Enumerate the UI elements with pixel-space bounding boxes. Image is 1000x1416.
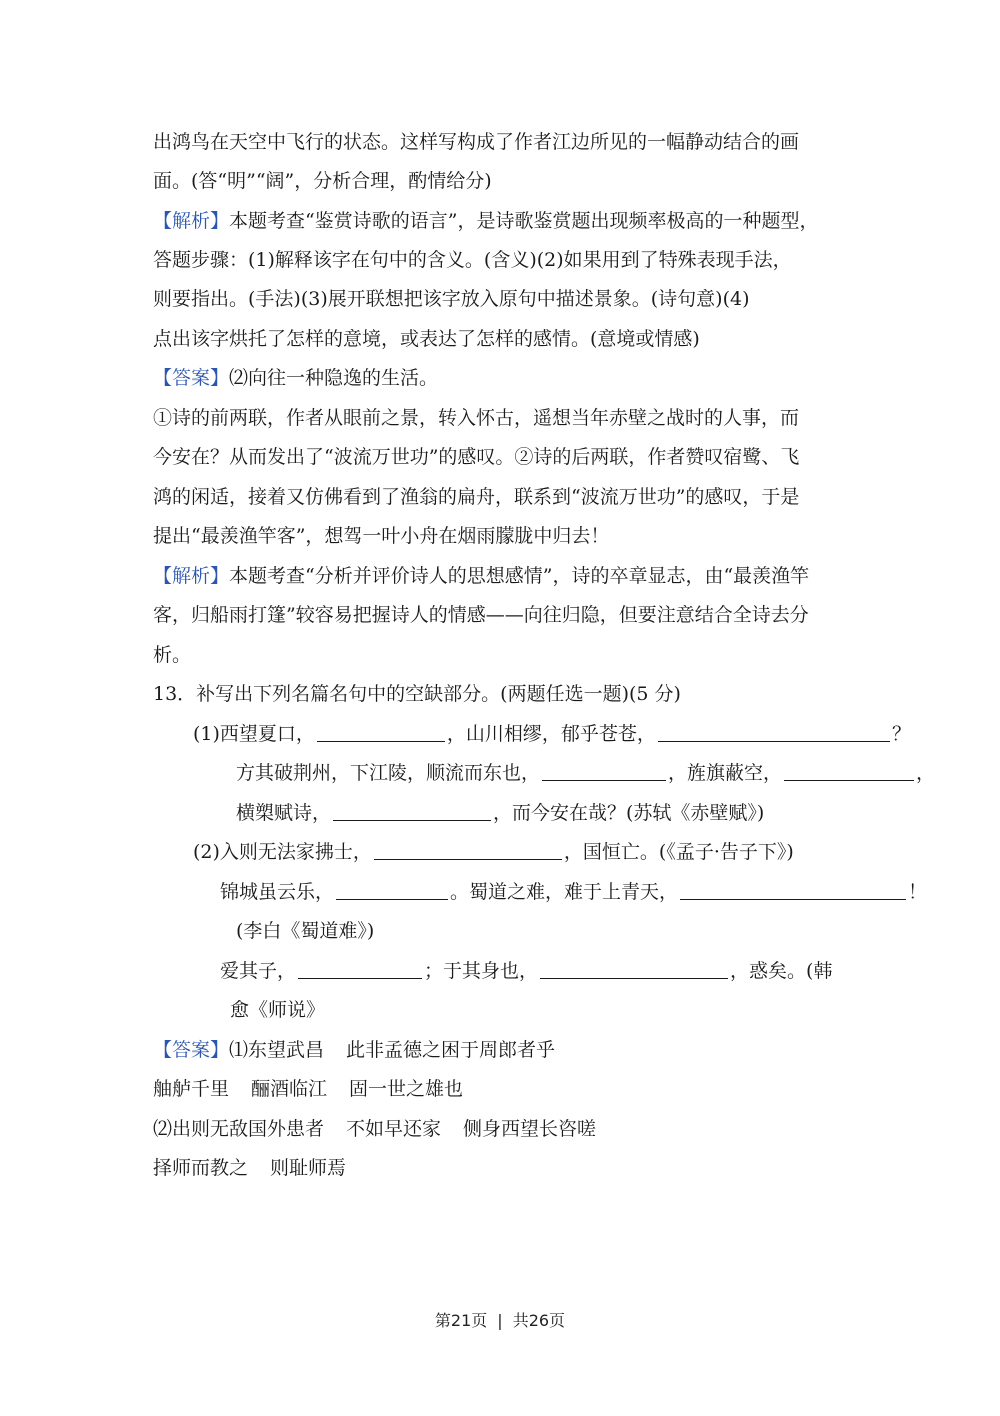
line-text: ，旌旗蔽空， bbox=[668, 762, 783, 784]
fill-blank[interactable] bbox=[680, 879, 906, 900]
text-line bbox=[153, 167, 960, 195]
line-text: 愈《师说》 bbox=[230, 999, 326, 1021]
fill-blank[interactable] bbox=[336, 879, 448, 900]
question-line bbox=[230, 996, 960, 1024]
line-text: 。蜀道之难，难于上青天， bbox=[450, 881, 679, 903]
line-text: 析。 bbox=[153, 644, 192, 666]
text-line bbox=[153, 522, 960, 550]
answer-line bbox=[153, 1075, 960, 1103]
line-text: 客，归船雨打篷”较容易把握诗人的情感——向往归隐，但要注意结合全诗去分 bbox=[153, 604, 809, 626]
answer-text: 固一世之雄也 bbox=[349, 1078, 464, 1100]
footer-separator: | bbox=[497, 1311, 503, 1330]
question-line bbox=[193, 838, 960, 866]
line-text: 本题考查“分析并评价诗人的思想感情”，诗的卒章显志，由“最羡渔竿 bbox=[229, 565, 810, 587]
line-text: 点出该字烘托了怎样的意境，或表达了怎样的感情。(意境或情感) bbox=[153, 328, 700, 350]
line-text: ，山川相缪，郁乎苍苍， bbox=[446, 723, 656, 745]
line-text: 面。(答“明”“阔”，分析合理，酌情给分) bbox=[153, 170, 492, 192]
line-text: (李白《蜀道难》) bbox=[236, 920, 375, 942]
page-footer bbox=[0, 1310, 1000, 1332]
line-text: 爱其子， bbox=[220, 960, 297, 982]
question-line bbox=[220, 878, 960, 906]
answer-text: 择师而教之 bbox=[153, 1157, 249, 1179]
text-line bbox=[153, 641, 960, 669]
line-text: ⑵向往一种隐逸的生活。 bbox=[229, 367, 439, 389]
line-text: 则要指出。(手法)(3)展开联想把该字放入原句中描述景象。(诗句意)(4) bbox=[153, 288, 750, 310]
fill-blank[interactable] bbox=[542, 760, 666, 781]
fill-blank[interactable] bbox=[540, 958, 728, 979]
line-text: ，而今安在哉？(苏轼《赤壁赋》) bbox=[493, 802, 765, 824]
answer-line bbox=[153, 1154, 960, 1182]
answer-text: 舳舻千里 bbox=[153, 1078, 230, 1100]
text-line bbox=[153, 285, 960, 313]
line-text: ①诗的前两联，作者从眼前之景，转入怀古，遥想当年赤壁之战时的人事，而 bbox=[153, 407, 800, 429]
line-text: 锦城虽云乐， bbox=[220, 881, 335, 903]
text-line bbox=[153, 325, 960, 353]
analysis-tag: 【解析】 bbox=[153, 210, 230, 232]
line-text: 今安在？从而发出了“波流万世功”的感叹。②诗的后两联，作者赞叹宿鹭、飞 bbox=[153, 446, 800, 468]
answer-text: 酾酒临江 bbox=[251, 1078, 328, 1100]
fill-blank[interactable] bbox=[298, 958, 422, 979]
fill-blank[interactable] bbox=[333, 800, 491, 821]
answer-line bbox=[153, 364, 960, 392]
analysis-line bbox=[153, 207, 960, 235]
page-total: 共26页 bbox=[512, 1311, 566, 1330]
text-line bbox=[153, 246, 960, 274]
line-text: 答题步骤：(1)解释该字在句中的含义。(含义)(2)如果用到了特殊表现手法， bbox=[153, 249, 792, 271]
line-text: 鸿的闲适，接着又仿佛看到了渔翁的扁舟，联系到“波流万世功”的感叹，于是 bbox=[153, 486, 800, 508]
answer-tag: 【答案】 bbox=[153, 367, 230, 389]
analysis-tag: 【解析】 bbox=[153, 565, 230, 587]
fill-blank[interactable] bbox=[374, 839, 562, 860]
line-text: 13．补写出下列名篇名句中的空缺部分。(两题任选一题)(5 分) bbox=[153, 683, 681, 705]
line-text: 出鸿鸟在天空中飞行的状态。这样写构成了作者江边所见的一幅静动结合的画 bbox=[153, 131, 800, 153]
line-text: ，国恒亡。(《孟子·告子下》) bbox=[563, 841, 794, 863]
text-line bbox=[153, 483, 960, 511]
answer-text: ⑵出则无敌国外患者 bbox=[153, 1118, 325, 1140]
answer-line bbox=[153, 1036, 960, 1064]
line-text: ，惑矣。(韩 bbox=[730, 960, 833, 982]
text-line bbox=[153, 404, 960, 432]
question-line bbox=[220, 957, 960, 985]
question-heading bbox=[153, 680, 960, 708]
text-line bbox=[153, 128, 960, 156]
answer-line bbox=[153, 1115, 960, 1143]
analysis-line bbox=[153, 562, 960, 590]
page-number: 第21页 bbox=[434, 1311, 488, 1330]
answer-text: 则耻师焉 bbox=[270, 1157, 347, 1179]
question-line bbox=[236, 799, 960, 827]
question-line bbox=[236, 759, 960, 787]
line-text: (1)西望夏口， bbox=[193, 723, 315, 745]
answer-text: ⑴东望武昌 bbox=[229, 1039, 325, 1061]
line-text: (2)入则无法家拂士， bbox=[193, 841, 372, 863]
text-line bbox=[153, 443, 960, 471]
question-line bbox=[193, 720, 960, 748]
line-text: ， bbox=[916, 762, 936, 784]
fill-blank[interactable] bbox=[317, 721, 445, 742]
line-text: 本题考查“鉴赏诗歌的语言”，是诗歌鉴赏题出现频率极高的一种题型， bbox=[229, 210, 819, 232]
answer-text: 不如早还家 bbox=[346, 1118, 442, 1140]
line-text: 方其破荆州，下江陵，顺流而东也， bbox=[236, 762, 541, 784]
question-line bbox=[236, 917, 960, 945]
answer-tag: 【答案】 bbox=[153, 1039, 230, 1061]
answer-text: 侧身西望长咨嗟 bbox=[463, 1118, 597, 1140]
line-text: 提出“最羡渔竿客”，想驾一叶小舟在烟雨朦胧中归去！ bbox=[153, 525, 610, 547]
fill-blank[interactable] bbox=[658, 721, 890, 742]
text-line bbox=[153, 601, 960, 629]
line-text: ；于其身也， bbox=[424, 960, 539, 982]
line-text: 横槊赋诗， bbox=[236, 802, 332, 824]
line-text: ？ bbox=[891, 723, 911, 745]
fill-blank[interactable] bbox=[784, 760, 914, 781]
answer-text: 此非孟德之困于周郎者乎 bbox=[346, 1039, 556, 1061]
line-text: ！ bbox=[908, 881, 928, 903]
